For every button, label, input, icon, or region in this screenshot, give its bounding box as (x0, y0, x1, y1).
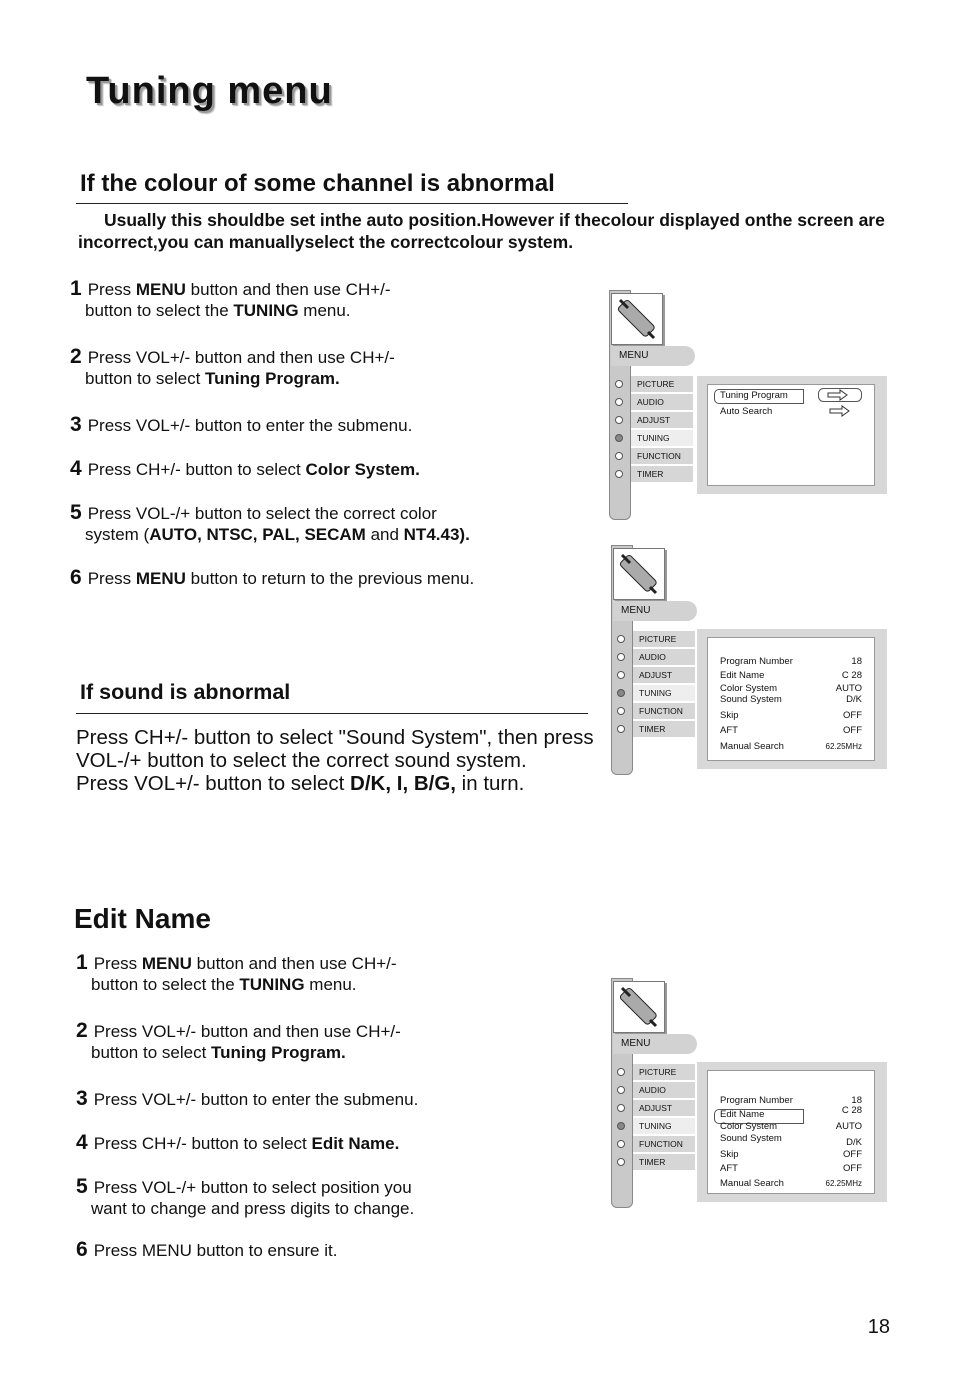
step-6 (76, 1239, 576, 1261)
menu-item-label: AUDIO (639, 1085, 666, 1095)
menu-item-timer (631, 466, 693, 482)
step-number: 3 (70, 413, 82, 436)
sound-text (76, 726, 606, 795)
radio-dot (617, 1158, 625, 1166)
step-text: system ( (85, 525, 150, 544)
radio-dot (617, 653, 625, 661)
radio-dot (615, 416, 623, 424)
step-line-2 (76, 974, 576, 995)
radio-dot (615, 380, 623, 388)
step-3 (76, 1088, 576, 1110)
menu-item-picture (633, 1064, 695, 1080)
step-text: Press (93, 954, 142, 973)
menu-item-tuning (631, 430, 693, 446)
menu-label: MENU (613, 1034, 697, 1054)
step-text: Press VOL+/- button to enter the submenu. (93, 1090, 419, 1109)
menu-item-label: AUDIO (639, 652, 666, 662)
menu-item-adjust (631, 412, 693, 428)
step-text: Press CH+/- button to select (93, 1134, 312, 1153)
menu-item-adjust (633, 1100, 695, 1116)
step-number: 2 (70, 345, 82, 368)
row-value: C 28 (841, 1105, 862, 1116)
step-number: 5 (76, 1175, 88, 1198)
row-value: D/K (846, 1137, 862, 1148)
row-label: Auto Search (720, 406, 773, 417)
sound-line-2-post: in turn. (455, 772, 525, 795)
menu-items (631, 376, 693, 484)
step-text: MENU (135, 569, 186, 588)
step-text: button and then use CH+/- (185, 280, 391, 299)
menu-label: MENU (613, 601, 697, 621)
menu-item-label: FUNCTION (639, 706, 683, 716)
step-1 (70, 278, 570, 321)
arrow-right-icon (818, 388, 862, 402)
menu-item-label: TUNING (637, 433, 670, 443)
menu-item-label: ADJUST (639, 1103, 673, 1113)
submenu-inner (707, 384, 875, 486)
sound-line-2-bold: D/K, I, B/G, (350, 772, 456, 795)
submenu-row (720, 656, 866, 668)
menu-item-label: TIMER (639, 724, 666, 734)
menu-item-label: TUNING (639, 1121, 672, 1131)
intro-paragraph: Usually this shouldbe set inthe auto position.However if thecolour displayed onthe screen are incorrect,you can manuallyselect the correctcolour system. (78, 210, 885, 252)
step-line-2 (70, 368, 570, 389)
submenu-row (720, 710, 866, 722)
step-text: TUNING (239, 975, 305, 994)
step-text: NT4.43). (403, 525, 470, 544)
step-line-2 (70, 524, 570, 545)
menu-diagram-edit-name (611, 978, 891, 1210)
row-label: Color System (720, 1121, 778, 1132)
step-text: Press VOL-/+ button to select the correct color (87, 504, 437, 523)
step-text: Press CH+/- button to select (87, 460, 306, 479)
step-text: menu. (304, 975, 357, 994)
radio-dot (617, 1140, 625, 1148)
menu-item-label: FUNCTION (639, 1139, 683, 1149)
row-value: 62.25MHz (825, 1179, 862, 1188)
radio-dot (617, 635, 625, 643)
radio-dot (615, 470, 623, 478)
submenu-inner (707, 637, 875, 761)
step-2 (70, 346, 570, 389)
step-text: Press VOL+/- button and then use CH+/- (93, 1022, 401, 1041)
menu-item-label: TUNING (639, 688, 672, 698)
submenu-panel (697, 1062, 887, 1202)
sound-line-1: Press CH+/- button to select "Sound System", then press VOL-/+ button to select the correct sound system. (76, 726, 594, 772)
row-label: Skip (720, 1149, 739, 1160)
submenu-row (720, 1133, 866, 1148)
menu-item-label: TIMER (639, 1157, 666, 1167)
submenu-row (720, 1149, 866, 1161)
menu-item-label: ADJUST (639, 670, 673, 680)
step-text: and (365, 525, 404, 544)
radio-dot (617, 1086, 625, 1094)
radio-dot (615, 398, 623, 406)
row-label: Sound System (720, 1133, 782, 1144)
step-text: MENU (141, 954, 192, 973)
step-number: 1 (70, 277, 82, 300)
page-number: 18 (867, 1316, 890, 1338)
step-line-2 (76, 1042, 576, 1063)
radio-dot (617, 1068, 625, 1076)
step-number: 2 (76, 1019, 88, 1042)
step-3 (70, 414, 570, 436)
row-label: Program Number (720, 656, 793, 667)
step-text: TUNING (233, 301, 299, 320)
row-label: Edit Name (720, 1109, 765, 1120)
menu-item-audio (631, 394, 693, 410)
section-heading-colour: If the colour of some channel is abnormal (80, 170, 555, 197)
step-text: button to select (85, 369, 206, 388)
step-text: Press (87, 280, 136, 299)
step-text: button and then use CH+/- (191, 954, 397, 973)
step-1 (76, 952, 576, 995)
step-number: 1 (76, 951, 88, 974)
step-text: Tuning Program. (205, 369, 340, 388)
submenu-row (720, 694, 866, 706)
sound-line-2-pre: Press VOL+/- button to select (76, 772, 351, 795)
colour-steps (70, 278, 570, 589)
menu-item-function (631, 448, 693, 464)
step-5 (70, 502, 570, 545)
submenu-row (720, 1163, 866, 1175)
menu-item-label: TIMER (637, 469, 664, 479)
antenna-icon (613, 548, 665, 600)
step-number: 6 (76, 1238, 88, 1261)
row-label: AFT (720, 1163, 738, 1174)
submenu-inner (707, 1070, 875, 1194)
step-line-2 (70, 300, 570, 321)
radio-dot (615, 434, 623, 442)
heading-rule (76, 713, 588, 714)
submenu-row (720, 1121, 866, 1133)
step-2 (76, 1020, 576, 1063)
row-label: Manual Search (720, 1178, 784, 1189)
row-value: C 28 (841, 670, 862, 681)
radio-dot (617, 707, 625, 715)
menu-items (633, 1064, 695, 1172)
step-text: Edit Name. (311, 1134, 400, 1153)
menu-item-audio (633, 649, 695, 665)
step-4 (76, 1132, 576, 1154)
radio-dot (617, 671, 625, 679)
menu-label: MENU (611, 346, 695, 366)
menu-item-function (633, 703, 695, 719)
edit-name-steps (76, 952, 576, 1261)
step-text: button to select the (85, 301, 234, 320)
step-text: Color System. (305, 460, 420, 479)
menu-item-tuning (633, 685, 695, 701)
section-heading-sound: If sound is abnormal (80, 680, 291, 704)
row-value: 18 (851, 656, 862, 667)
radio-dot (617, 1122, 625, 1130)
step-line-2 (76, 1198, 576, 1219)
step-5 (76, 1176, 576, 1219)
menu-item-adjust (633, 667, 695, 683)
submenu-panel (697, 376, 887, 494)
menu-item-label: ADJUST (637, 415, 671, 425)
step-text: menu. (298, 301, 351, 320)
step-number: 4 (70, 457, 82, 480)
submenu-panel (697, 629, 887, 769)
menu-item-picture (633, 631, 695, 647)
step-4 (70, 458, 570, 480)
heading-rule (76, 203, 628, 204)
radio-dot (615, 452, 623, 460)
menu-item-label: PICTURE (637, 379, 675, 389)
submenu-row (720, 1178, 866, 1190)
row-value: OFF (843, 1149, 862, 1160)
submenu-row (720, 670, 866, 682)
row-label: Color System (720, 683, 778, 694)
menu-item-label: PICTURE (639, 1067, 677, 1077)
intro-text (78, 209, 908, 253)
step-text: Tuning Program. (211, 1043, 346, 1062)
row-value: 62.25MHz (825, 742, 862, 751)
step-text: MENU (135, 280, 186, 299)
step-text: Press (87, 569, 136, 588)
row-label: Sound System (720, 694, 782, 705)
submenu-row (720, 1105, 866, 1121)
row-label: Edit Name (720, 670, 765, 681)
step-text: AUTO, NTSC, PAL, SECAM (149, 525, 366, 544)
arrow-right-icon (828, 404, 852, 418)
menu-item-tuning (633, 1118, 695, 1134)
step-text: Press VOL+/- button to enter the submenu. (87, 416, 413, 435)
step-number: 3 (76, 1087, 88, 1110)
menu-diagram-color-system (611, 545, 891, 777)
row-label: AFT (720, 725, 738, 736)
row-value: OFF (843, 725, 862, 736)
menu-items (633, 631, 695, 739)
step-number: 6 (70, 566, 82, 589)
row-value: AUTO (835, 683, 862, 694)
step-text: want to change and press digits to change. (91, 1199, 415, 1218)
step-text: button to select the (91, 975, 240, 994)
radio-dot (617, 1104, 625, 1112)
row-value: 18 (851, 1095, 862, 1106)
row-label: Manual Search (720, 741, 784, 752)
step-number: 4 (76, 1131, 88, 1154)
step-text: Press VOL-/+ button to select position you (93, 1178, 412, 1197)
menu-item-label: AUDIO (637, 397, 664, 407)
submenu-row (720, 741, 866, 753)
step-number: 5 (70, 501, 82, 524)
section-heading-edit-name: Edit Name (74, 903, 211, 934)
step-text: Press VOL+/- button and then use CH+/- (87, 348, 395, 367)
radio-dot (617, 725, 625, 733)
menu-diagram-tuning (609, 290, 889, 522)
submenu-row (720, 725, 866, 737)
row-value: OFF (843, 710, 862, 721)
menu-item-label: FUNCTION (637, 451, 681, 461)
menu-item-label: PICTURE (639, 634, 677, 644)
radio-dot (617, 689, 625, 697)
menu-item-timer (633, 721, 695, 737)
row-value: D/K (846, 694, 862, 705)
step-text: button to select (91, 1043, 212, 1062)
row-label: Skip (720, 710, 739, 721)
step-6 (70, 567, 570, 589)
row-label: Tuning Program (720, 390, 788, 401)
menu-item-picture (631, 376, 693, 392)
antenna-icon (613, 981, 665, 1033)
row-label: Program Number (720, 1095, 793, 1106)
menu-item-audio (633, 1082, 695, 1098)
row-value: AUTO (835, 1121, 862, 1132)
menu-item-function (633, 1136, 695, 1152)
antenna-icon (611, 293, 663, 345)
row-value: OFF (843, 1163, 862, 1174)
page-title: Tuning menu (86, 70, 333, 112)
step-text: Press MENU button to ensure it. (93, 1241, 338, 1260)
step-text: button to return to the previous menu. (185, 569, 475, 588)
menu-item-timer (633, 1154, 695, 1170)
